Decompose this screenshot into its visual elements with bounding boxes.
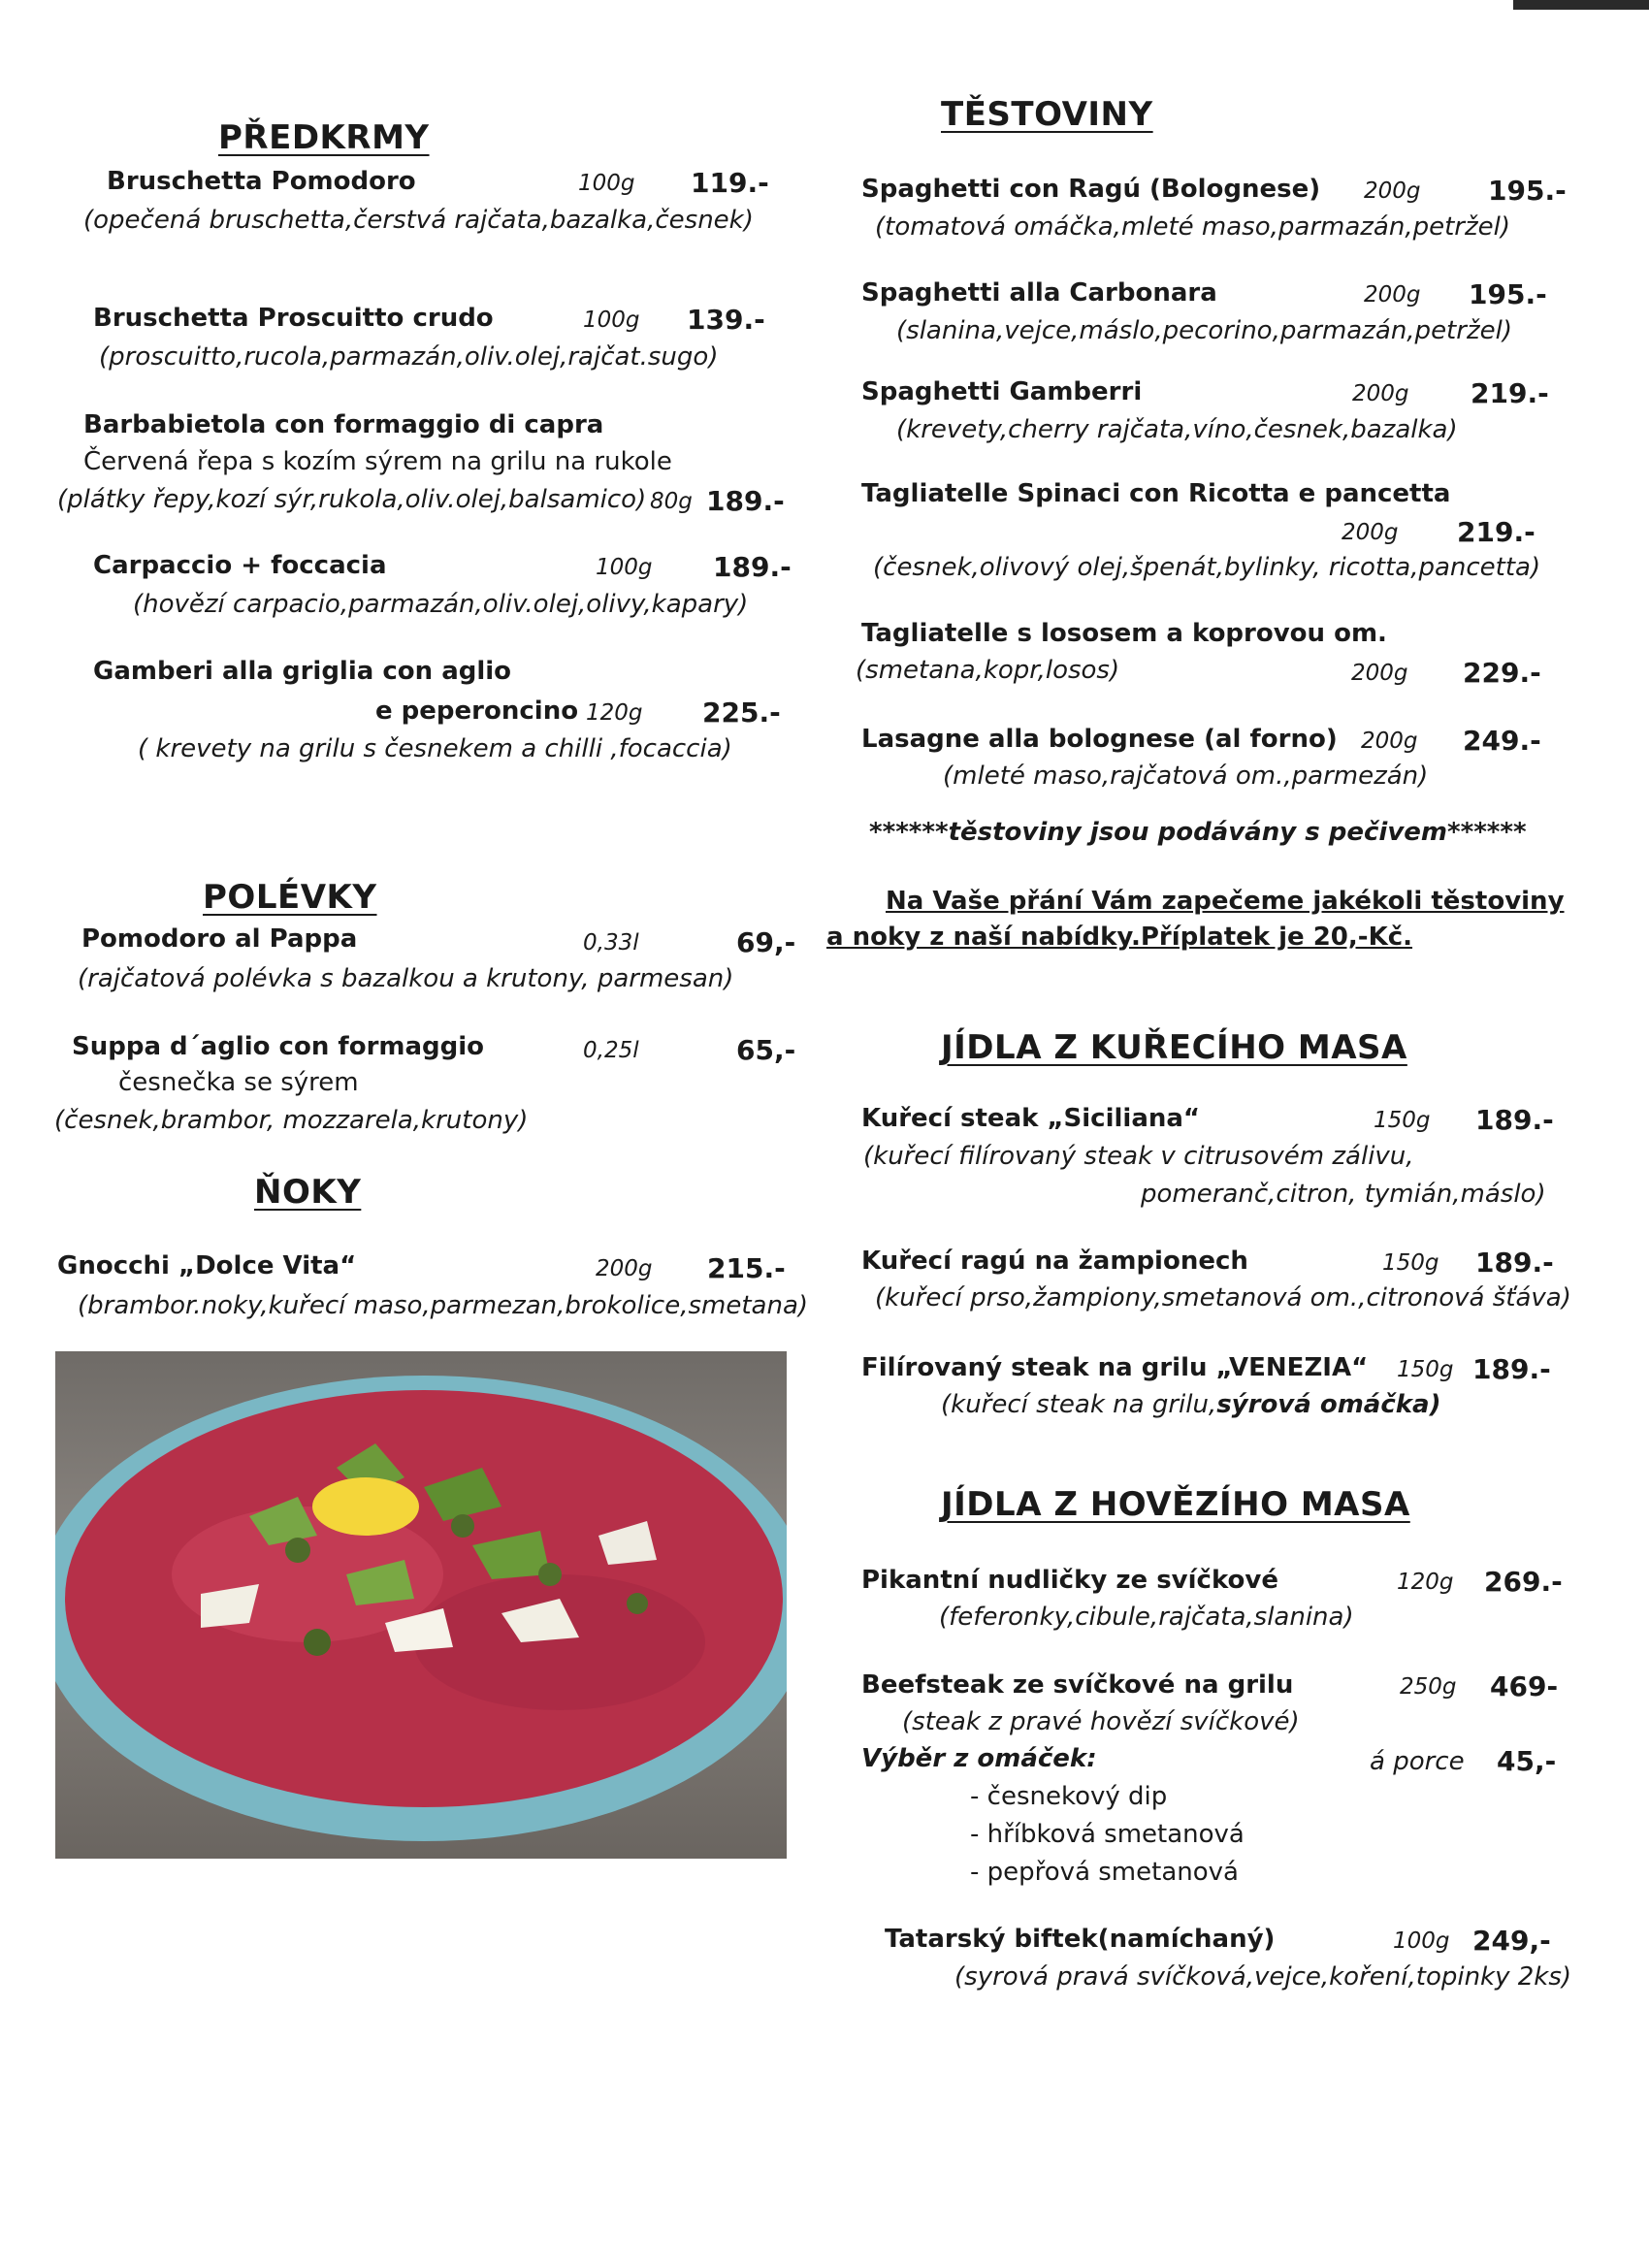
item-price: 195.- <box>1488 175 1567 207</box>
item-weight: 0,33l <box>583 930 639 956</box>
item-price: 189.- <box>713 551 792 583</box>
item-name: Barbabietola con formaggio di capra <box>83 410 604 439</box>
item-subname: česnečka se sýrem <box>118 1068 359 1097</box>
item-weight: 0,25l <box>583 1038 639 1063</box>
item-name: Tagliatelle Spinaci con Ricotta e pancetta <box>861 479 1451 508</box>
item-desc: (kuřecí filírovaný steak v citrusovém zálivu, <box>863 1142 1414 1171</box>
item-desc: (mleté maso,rajčatová om.,parmezán) <box>943 761 1429 791</box>
item-desc: (česnek,brambor, mozzarela,krutony) <box>54 1106 529 1135</box>
item-name: Suppa d´aglio con formaggio <box>72 1032 485 1061</box>
item-desc: (proscuitto,rucola,parmazán,oliv.olej,rajčat.sugo) <box>99 342 719 372</box>
item-desc: (brambor.noky,kuřecí maso,parmezan,brokolice,smetana) <box>78 1291 809 1320</box>
section-title-predkrmy: PŘEDKRMY <box>218 118 430 157</box>
item-price: 225.- <box>702 697 781 729</box>
item-price: 195.- <box>1469 278 1547 310</box>
item-name: Spaghetti Gamberri <box>861 377 1143 406</box>
item-price: 119.- <box>691 167 769 199</box>
item-price: 469- <box>1490 1670 1559 1702</box>
item-price: 139.- <box>687 304 765 336</box>
item-weight: 120g <box>586 700 643 726</box>
item-weight: 150g <box>1382 1250 1439 1276</box>
item-weight: 200g <box>1351 661 1408 686</box>
item-desc: (krevety,cherry rajčata,víno,česnek,bazalka) <box>896 415 1458 444</box>
item-name: Pikantní nudličky ze svíčkové <box>861 1566 1278 1595</box>
item-weight: 250g <box>1400 1674 1457 1700</box>
item-price: 215.- <box>707 1252 786 1284</box>
item-name: Gamberi alla griglia con aglio <box>93 657 512 686</box>
carpaccio-plate-photo <box>55 1351 787 1859</box>
item-weight: 100g <box>583 308 640 333</box>
item-name: Bruschetta Pomodoro <box>107 167 416 196</box>
item-weight: 100g <box>596 555 653 580</box>
item-price: 189.- <box>1472 1353 1551 1385</box>
item-price: 65,- <box>736 1034 796 1066</box>
section-title-polevky: POLÉVKY <box>203 878 377 917</box>
item-name: Beefsteak ze svíčkové na grilu <box>861 1670 1294 1700</box>
item-desc: (feferonky,cibule,rajčata,slanina) <box>939 1603 1354 1632</box>
item-price: 69,- <box>736 926 796 958</box>
item-name: Pomodoro al Pappa <box>81 924 358 954</box>
item-price: 189.- <box>1475 1247 1554 1279</box>
item-weight: 200g <box>1364 178 1421 204</box>
item-price: 249,- <box>1472 1925 1551 1957</box>
item-weight: 80g <box>650 489 693 514</box>
bake-note-line2: a noky z naší nabídky.Příplatek je 20,-Kč. <box>826 923 1413 952</box>
bake-note-line1: Na Vaše přání Vám zapečeme jakékoli těstoviny <box>886 887 1565 916</box>
sauce-option: - česnekový dip <box>970 1782 1168 1811</box>
item-desc: (hovězí carpacio,parmazán,oliv.olej,olivy,kapary) <box>133 590 749 619</box>
item-price: 219.- <box>1471 377 1549 409</box>
item-name: Lasagne alla bolognese (al forno) <box>861 725 1338 754</box>
lemon-slice <box>312 1477 419 1536</box>
item-desc: (kuřecí prso,žampiony,smetanová om.,citronová šťáva) <box>875 1283 1571 1312</box>
item-desc-bold: sýrová omáčka) <box>1216 1390 1441 1419</box>
caper-berry <box>304 1629 331 1656</box>
item-name-line2: e peperoncino <box>375 697 579 726</box>
item-name: Spaghetti con Ragú (Bolognese) <box>861 175 1321 204</box>
caper-berry <box>451 1514 474 1538</box>
item-price: 269.- <box>1484 1566 1563 1598</box>
caper-berry <box>285 1538 310 1563</box>
sauce-option: - hříbková smetanová <box>970 1820 1245 1849</box>
item-desc: ( krevety na grilu s česnekem a chilli ,focaccia) <box>138 734 732 763</box>
item-desc: (slanina,vejce,máslo,pecorino,parmazán,petržel) <box>896 316 1512 345</box>
section-title-noky: ŇOKY <box>254 1173 362 1212</box>
section-title-kureci: JÍDLA Z KUŘECÍHO MASA <box>941 1028 1407 1067</box>
item-weight: 150g <box>1397 1357 1454 1382</box>
item-desc <box>941 1390 1441 1419</box>
caper-berry <box>627 1593 648 1614</box>
scan-edge <box>1513 0 1649 10</box>
caper-berry <box>538 1563 562 1586</box>
item-name: Kuřecí steak „Siciliana“ <box>861 1104 1201 1133</box>
item-desc: (steak z pravé hovězí svíčkové) <box>902 1707 1300 1736</box>
bread-note: ******těstoviny jsou podávány s pečivem****** <box>869 818 1527 847</box>
item-price: 219.- <box>1457 516 1536 548</box>
item-desc: (plátky řepy,kozí sýr,rukola,oliv.olej,balsamico) <box>57 485 647 514</box>
item-weight: 200g <box>1364 282 1421 308</box>
item-price: 189.- <box>1475 1104 1554 1136</box>
section-title-hovezi: JÍDLA Z HOVĚZÍHO MASA <box>941 1485 1410 1524</box>
item-name: Gnocchi „Dolce Vita“ <box>57 1251 357 1280</box>
item-price: 229.- <box>1463 657 1541 689</box>
sauce-label: Výběr z omáček: <box>861 1744 1097 1773</box>
item-weight: 200g <box>1361 729 1418 754</box>
item-weight: 150g <box>1374 1108 1431 1133</box>
item-desc: (syrová pravá svíčková,vejce,koření,topinky 2ks) <box>954 1962 1572 1992</box>
section-title-testoviny: TĚSTOVINY <box>941 95 1153 134</box>
sauce-price: 45,- <box>1497 1745 1557 1777</box>
carpaccio-plate-photo-svg <box>55 1351 787 1859</box>
item-price: 189.- <box>706 485 785 517</box>
item-desc: (opečená bruschetta,čerstvá rajčata,bazalka,česnek) <box>83 206 754 235</box>
item-weight: 200g <box>1342 520 1399 545</box>
item-desc: (smetana,kopr,losos) <box>856 656 1120 685</box>
sauce-portion: á porce <box>1370 1747 1465 1776</box>
item-name: Carpaccio + foccacia <box>93 551 387 580</box>
item-desc-part: (kuřecí steak na grilu, <box>941 1390 1217 1419</box>
item-price: 249.- <box>1463 725 1541 757</box>
item-name: Spaghetti alla Carbonara <box>861 278 1217 308</box>
item-weight: 100g <box>1393 1928 1450 1954</box>
item-desc: (rajčatová polévka s bazalkou a krutony, parmesan) <box>78 964 734 993</box>
item-name: Filírovaný steak na grilu „VENEZIA“ <box>861 1353 1369 1382</box>
item-name: Tatarský biftek(namíchaný) <box>885 1925 1276 1954</box>
item-name: Kuřecí ragú na žampionech <box>861 1247 1248 1276</box>
sauce-option: - pepřová smetanová <box>970 1858 1239 1887</box>
item-name: Bruschetta Proscuitto crudo <box>93 304 494 333</box>
item-weight: 200g <box>1352 381 1409 406</box>
item-weight: 100g <box>578 171 635 196</box>
item-name: Tagliatelle s lososem a koprovou om. <box>861 619 1387 648</box>
item-weight: 200g <box>596 1256 653 1281</box>
item-desc-line2: pomeranč,citron, tymián,máslo) <box>1141 1180 1546 1209</box>
item-weight: 120g <box>1397 1570 1454 1595</box>
item-subname: Červená řepa s kozím sýrem na grilu na rukole <box>83 447 672 476</box>
item-desc: (tomatová omáčka,mleté maso,parmazán,petržel) <box>875 212 1510 242</box>
item-desc: (česnek,olivový olej,špenát,bylinky, ricotta,pancetta) <box>873 553 1541 582</box>
